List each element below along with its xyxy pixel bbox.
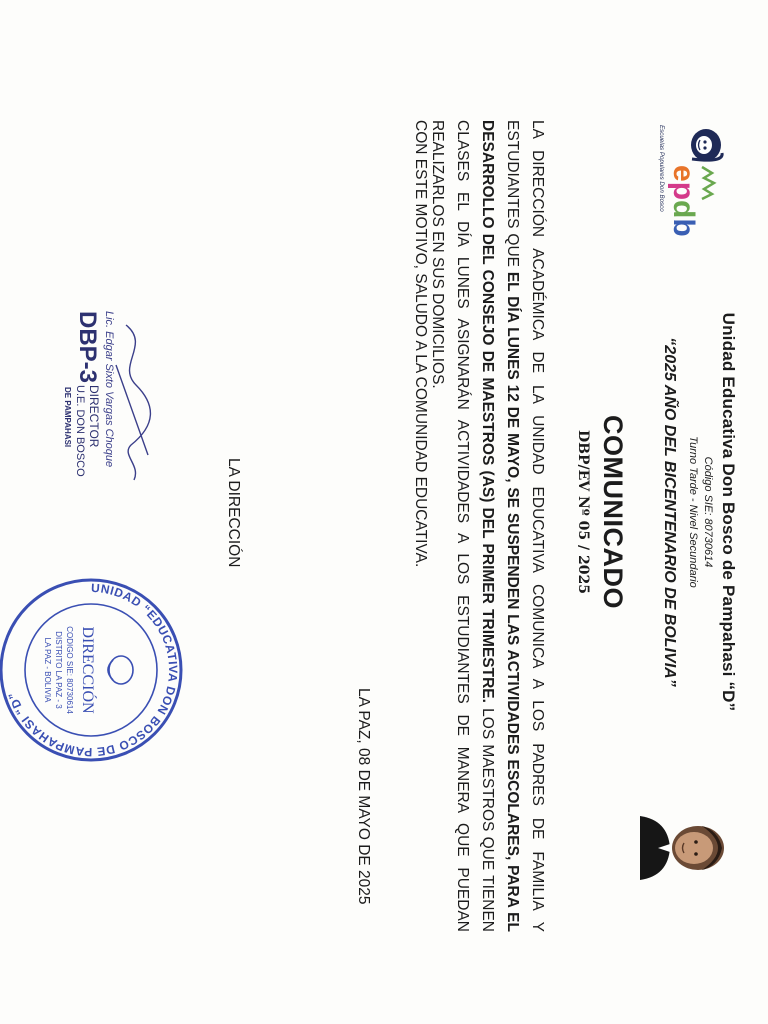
body-text-part-2: LOS MAESTROS QUE TIENEN CLASES EL DÍA LUNES ASIGNARÁN ACTIVIDADES A LOS ESTUDIANTES DE MANERA QUE PUEDAN REALIZARLOS EN SUS DOMICILIOS. bbox=[429, 120, 496, 932]
stamp-code-line: CODIGO SIE: 80730614 bbox=[65, 626, 74, 714]
svg-text:epdb bbox=[667, 165, 700, 237]
announcement-paragraph bbox=[425, 120, 550, 932]
signature-name-line: Lic. Edgar Sixto Vargas Choque bbox=[103, 311, 115, 468]
date-line: LA PAZ, 08 DE MAYO DE 2025 bbox=[355, 688, 372, 905]
logo-letter-p: p bbox=[667, 181, 700, 201]
logo-letter-d: d bbox=[667, 200, 700, 219]
document-title: COMUNICADO bbox=[598, 415, 628, 609]
sie-code: Código SIE: 80730614 bbox=[702, 456, 714, 568]
shift-level: Turno Tarde - Nivel Secundario bbox=[687, 436, 699, 588]
logo-faces bbox=[691, 129, 722, 161]
epdb-logo-icon bbox=[654, 123, 732, 243]
signature-place-line: DE PAMPAHASI bbox=[63, 387, 72, 448]
stamp-district-line: DISTRITO LA PAZ - 3 bbox=[54, 631, 63, 709]
stamp-center-label: DIRECCIÓN bbox=[79, 626, 96, 714]
stamp-ring-text-path: UNIDAD “EDUCATIVA DON BOSCO DE PAMPAHASI “D” bbox=[5, 580, 181, 760]
don-bosco-portrait-icon bbox=[640, 808, 738, 886]
signature-role-line: DIRECTOR bbox=[87, 385, 101, 448]
signatory: LA DIRECCIÓN bbox=[225, 458, 242, 568]
greeting: CON ESTE MOTIVO, SALUDO A LA COMUNIDAD EDUCATIVA. bbox=[412, 120, 429, 568]
logo-letter-e: e bbox=[667, 165, 700, 182]
director-signature bbox=[56, 305, 156, 495]
school-stamp bbox=[0, 570, 183, 770]
signature-scribble bbox=[116, 325, 150, 480]
logo-tagline: Escuelas Populares Don Bosco bbox=[658, 125, 665, 212]
announcement-body bbox=[425, 120, 550, 932]
year-motto: “2025 AÑO DEL BICENTENARIO DE BOLIVIA” bbox=[661, 337, 678, 687]
stamp-place-line: LA PAZ - BOLIVIA bbox=[43, 637, 52, 703]
school-name: Unidad Educativa Don Bosco de Pampahasi “D” bbox=[719, 312, 738, 712]
logo-crown bbox=[702, 167, 714, 199]
signature-initials-stamp: DBP-3 bbox=[74, 311, 101, 384]
logo-letter-b: b bbox=[667, 218, 700, 237]
stamp-emblem-icon bbox=[108, 656, 133, 684]
document-number: DBP/EV Nº 05 / 2025 bbox=[575, 429, 591, 594]
signature-school-line: U.E. DON BOSCO bbox=[74, 385, 86, 477]
body-text-part-1: LA DIRECCIÓN ACADÉMICA DE LA UNIDAD EDUCATIVA COMUNICA A LOS PADRES DE FAMILIA Y ESTUDIANTES QUE bbox=[504, 120, 546, 932]
body-text-bold: EL DÍA LUNES 12 DE MAYO, SE SUSPENDEN LAS ACTIVIDADES ESCOLARES, PARA EL DESARROLLO DEL CONSEJO DE MAESTROS (AS) DEL PRIMER TRIMESTRE. bbox=[479, 120, 521, 932]
